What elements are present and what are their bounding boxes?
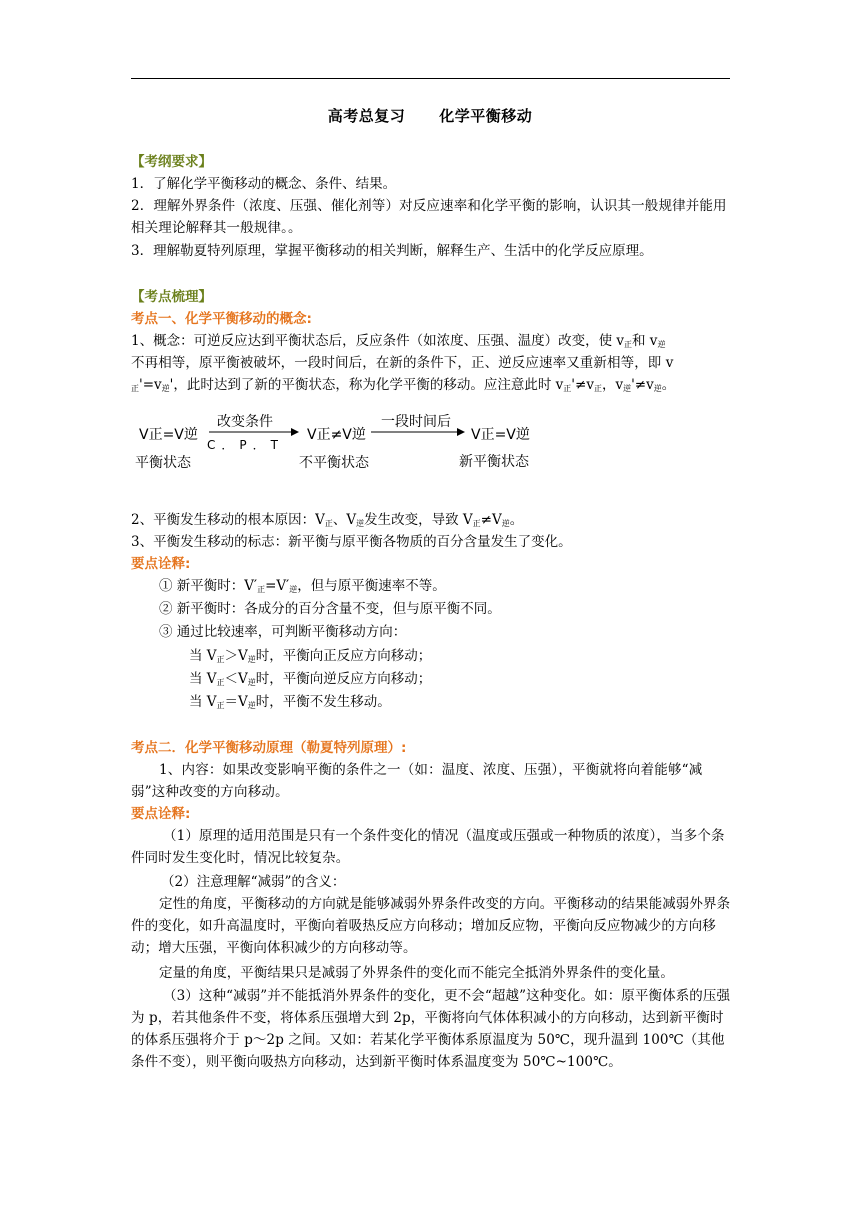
note-text: =V′	[265, 578, 290, 594]
sub-zheng: 正	[324, 519, 333, 528]
title-right: 化学平衡移动	[439, 107, 533, 125]
requirements-heading: 【考纲要求】	[131, 154, 212, 170]
cond-text: ＞V	[224, 648, 248, 664]
arrow1-top-label: 改变条件	[217, 414, 273, 430]
condition-equal	[189, 691, 789, 717]
arrow2-top-label: 一段时间后	[381, 414, 451, 430]
sub-zheng: 正	[216, 655, 225, 664]
state3-equation: V正=V逆	[471, 427, 530, 443]
concept-line-3	[131, 374, 731, 400]
sub-ni: 逆	[657, 340, 666, 349]
point2-para-3: 定性的角度，平衡移动的方向就是能够减弱外界条件改变的方向。平衡移动的结果能减弱外界条件的变化，如升高温度时，平衡向着吸热反应方向移动；增加反应物，平衡向反应物减少的方向移动；增大压强，平衡向体积减少的方向移动等。	[131, 896, 731, 956]
cond-text: 当 V	[189, 671, 217, 687]
title-left: 高考总复习	[327, 107, 406, 125]
cond-text: 当 V	[189, 648, 217, 664]
sub-ni: 逆	[289, 585, 298, 594]
sub-zheng: 正	[472, 519, 481, 528]
state2-label: 不平衡状态	[299, 455, 369, 471]
cause-text: 。	[509, 512, 524, 528]
concept-text: '，此时达到了新的平衡状态，称为化学平衡的移动。应注意此时 v	[169, 377, 564, 393]
point2-para-1: （1）原理的适用范围是只有一个条件变化的情况（温度或压强或一种物质的浓度），当多个条件同时发生变化时，情况比较复杂。	[131, 828, 725, 866]
concept-and: 和 v	[632, 333, 658, 349]
page-title	[0, 105, 860, 126]
state3-label: 新平衡状态	[459, 454, 529, 470]
point2-content: 1、内容：如果改变影响平衡的条件之一（如：温度、浓度、压强），平衡就将向着能够“减弱”这种改变的方向移动。	[131, 762, 703, 800]
point2-para-4: 定量的角度，平衡结果只是减弱了外界条件的变化而不能完全抵消外界条件的变化量。	[159, 965, 674, 981]
state2-equation: V正≠V逆	[307, 427, 366, 443]
state1-equation: V正=V逆	[139, 427, 198, 443]
cond-text: 时，平衡向逆反应方向移动；	[255, 671, 432, 687]
sub-zheng: 正	[216, 678, 225, 687]
cause-text: ≠V	[480, 512, 502, 528]
cond-text: 时，平衡向正反应方向移动；	[255, 648, 432, 664]
sub-ni: 逆	[356, 519, 365, 528]
header-rule	[131, 78, 730, 79]
sub-ni: 逆	[623, 384, 632, 393]
point1-title: 考点一、化学平衡移动的概念:	[131, 311, 312, 327]
review-heading: 【考点梳理】	[131, 289, 212, 305]
sub-zheng: 正	[131, 384, 139, 393]
note-text: ① 新平衡时：V′	[159, 578, 258, 594]
point2-para-2: （2）注意理解“减弱”的含义：	[161, 874, 346, 890]
note-2: ② 新平衡时：各成分的百分含量不变，但与原平衡不同。	[159, 601, 501, 617]
equilibrium-diagram	[131, 410, 571, 480]
arrow1-bottom-label: C．P．T	[207, 438, 284, 452]
sub-ni: 逆	[161, 384, 170, 393]
requirement-item-2: 2．理解外界条件（浓度、压强、催化剂等）对反应速率和化学平衡的影响，认识其一般规律并能用相关理论解释其一般规律。。	[131, 198, 727, 236]
requirement-item-1: 1．了解化学平衡移动的概念、条件、结果。	[131, 176, 397, 192]
notes2-heading: 要点诠释:	[131, 806, 191, 822]
notes1-heading: 要点诠释:	[131, 556, 191, 572]
concept-text: '=v	[139, 377, 162, 393]
sub-zheng: 正	[593, 384, 602, 393]
sub-ni: 逆	[247, 655, 256, 664]
sub-ni: 逆	[653, 384, 662, 393]
concept-text: '≠v	[571, 377, 594, 393]
note-3: ③ 通过比较速率，可判断平衡移动方向：	[159, 624, 407, 640]
sub-ni: 逆	[247, 678, 256, 687]
cause-text: 2、平衡发生移动的根本原因：V	[131, 512, 325, 528]
sub-zheng: 正	[624, 340, 633, 349]
state1-label: 平衡状态	[135, 455, 191, 471]
cause-text: 发生改变，导致 V	[364, 512, 473, 528]
requirement-item-3: 3．理解勒夏特列原理，掌握平衡移动的相关判断，解释生产、生活中的化学反应原理。	[131, 243, 653, 259]
cond-text: 时，平衡不发生移动。	[255, 694, 391, 710]
shift-sign-line: 3、平衡发生移动的标志：新平衡与原平衡各物质的百分含量发生了变化。	[131, 534, 572, 550]
cause-text: 、V	[332, 512, 357, 528]
point2-title: 考点二．化学平衡移动原理（勒夏特列原理）:	[131, 740, 407, 756]
concept-text: '≠v	[631, 377, 654, 393]
sub-zheng: 正	[216, 701, 225, 710]
cond-text: ＜V	[224, 671, 248, 687]
cond-text: ＝V	[224, 694, 248, 710]
concept-line-2: 不再相等，原平衡被破坏，一段时间后，在新的条件下，正、逆反应速率又重新相等，即 v	[131, 355, 674, 371]
sub-ni: 逆	[501, 519, 510, 528]
concept-text-1: 1、概念：可逆反应达到平衡状态后，反应条件（如浓度、压强、温度）改变，使 v	[131, 333, 625, 349]
sub-zheng: 正	[257, 585, 266, 594]
note-text: ，但与原平衡速率不等。	[297, 578, 446, 594]
concept-text: 。	[661, 377, 676, 393]
arrow-2-head	[457, 428, 465, 436]
sub-ni: 逆	[247, 701, 256, 710]
point2-para-5: （3）这种“减弱”并不能抵消外界条件的变化，更不会“超越”这种变化。如：原平衡体系的压强为 p，若其他条件不变，将体系压强增大到 2p，平衡将向气体体积减小的方向移动，达到新平衡时的体系压强将介于 p～2p 之间。又如：若某化学平衡体系原温度为 50℃，现升温到 100℃（其他条件不变），则平衡向吸热方向移动，达到新平衡时体系温度变为 50℃~100℃。	[131, 988, 731, 1070]
concept-text: ，v	[601, 377, 624, 393]
cond-text: 当 V	[189, 694, 217, 710]
arrow-1-head	[291, 428, 299, 436]
sub-zheng: 正	[563, 384, 572, 393]
